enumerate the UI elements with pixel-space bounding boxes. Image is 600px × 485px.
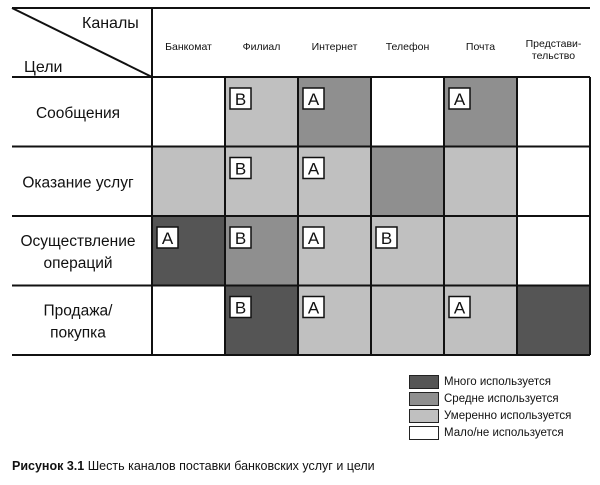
mark-r3-c2 xyxy=(303,297,324,318)
column-header-5 xyxy=(526,38,582,62)
row-header-3 xyxy=(43,302,113,341)
column-header-1 xyxy=(243,41,281,53)
cell-r0-c3 xyxy=(371,77,444,147)
row-header-1 xyxy=(22,174,134,191)
column-header-3 xyxy=(386,41,430,53)
cell-r3-c5 xyxy=(517,286,590,356)
mark-r0-c2 xyxy=(303,88,324,109)
mark-letter-r0-c1: B xyxy=(234,90,247,109)
column-header-2 xyxy=(312,41,358,53)
mark-letter-r2-c3: B xyxy=(380,229,393,248)
corner-goals-label: Цели xyxy=(24,59,63,76)
legend-swatch-heavy xyxy=(409,375,439,389)
mark-letter-r3-c2: A xyxy=(307,298,320,318)
cell-r2-c4 xyxy=(444,216,517,286)
row-header-0 xyxy=(36,105,120,122)
row-header-3-line-1: покупка xyxy=(50,324,106,342)
legend-label-medium: Средне используется xyxy=(444,393,559,405)
cell-r1-c4 xyxy=(444,147,517,217)
cell-r1-c5 xyxy=(517,147,590,217)
figure-caption xyxy=(12,459,375,473)
legend-swatch-low xyxy=(409,426,439,440)
cell-r1-c0 xyxy=(152,147,225,217)
cell-r0-c5 xyxy=(517,77,590,147)
row-header-2-line-1: операций xyxy=(43,254,113,272)
column-headers xyxy=(165,38,582,62)
mark-r2-c2 xyxy=(303,227,324,248)
column-header-5-line-0: Представи- xyxy=(525,38,582,50)
column-header-4 xyxy=(466,41,495,53)
column-header-0-line-0: Банкомат xyxy=(165,41,212,53)
legend-swatch-moderate xyxy=(409,409,439,423)
row-header-2 xyxy=(21,233,136,272)
legend xyxy=(409,374,599,442)
legend-item-heavy xyxy=(409,374,599,390)
legend-item-medium xyxy=(409,391,599,407)
mark-letter-r2-c2: A xyxy=(307,229,320,248)
corner-channels-label: Каналы xyxy=(82,15,139,32)
row-header-1-line-0: Оказание услуг xyxy=(22,174,134,192)
mark-letter-r2-c0: A xyxy=(161,229,174,248)
cell-r1-c3 xyxy=(371,147,444,217)
legend-swatch-medium xyxy=(409,392,439,406)
matrix-corner xyxy=(12,8,152,77)
legend-label-moderate: Умеренно используется xyxy=(444,410,572,422)
mark-letter-r1-c2: A xyxy=(307,159,320,179)
cell-r3-c0 xyxy=(152,286,225,356)
mark-r1-c1 xyxy=(230,158,251,179)
legend-label-low: Мало/не используется xyxy=(444,427,564,439)
mark-r2-c3 xyxy=(376,227,397,248)
column-header-0 xyxy=(165,41,212,53)
mark-r3-c1 xyxy=(230,297,251,318)
cell-r0-c0 xyxy=(152,77,225,147)
column-header-2-line-0: Интернет xyxy=(311,41,358,53)
legend-item-low xyxy=(409,425,599,441)
mark-letter-r2-c1: B xyxy=(234,229,247,248)
mark-letter-r3-c4: A xyxy=(453,298,466,318)
row-headers xyxy=(21,105,136,342)
caption-prefix: Рисунок 3.1 xyxy=(12,459,85,473)
cell-r3-c3 xyxy=(371,286,444,356)
column-header-4-line-0: Почта xyxy=(465,41,496,53)
mark-r2-c0 xyxy=(157,227,178,248)
row-header-0-line-0: Сообщения xyxy=(35,104,121,122)
row-header-2-line-0: Осуществление xyxy=(20,232,136,250)
legend-label-heavy: Много используется xyxy=(444,376,551,388)
mark-r0-c1 xyxy=(230,88,251,109)
mark-letter-r0-c4: A xyxy=(453,90,466,109)
mark-letter-r3-c1: B xyxy=(234,298,247,318)
mark-letter-r0-c2: A xyxy=(307,90,320,109)
column-header-1-line-0: Филиал xyxy=(242,41,281,53)
cell-r2-c5 xyxy=(517,216,590,286)
caption-text: Шесть каналов поставки банковских услуг и цели xyxy=(87,459,375,473)
mark-letter-r1-c1: B xyxy=(234,159,247,179)
mark-r0-c4 xyxy=(449,88,470,109)
mark-r3-c4 xyxy=(449,297,470,318)
legend-item-moderate xyxy=(409,408,599,424)
mark-r2-c1 xyxy=(230,227,251,248)
mark-r1-c2 xyxy=(303,158,324,179)
column-header-5-line-1: тельство xyxy=(531,50,576,62)
column-header-3-line-0: Телефон xyxy=(385,41,430,53)
row-header-3-line-0: Продажа/ xyxy=(43,302,113,320)
